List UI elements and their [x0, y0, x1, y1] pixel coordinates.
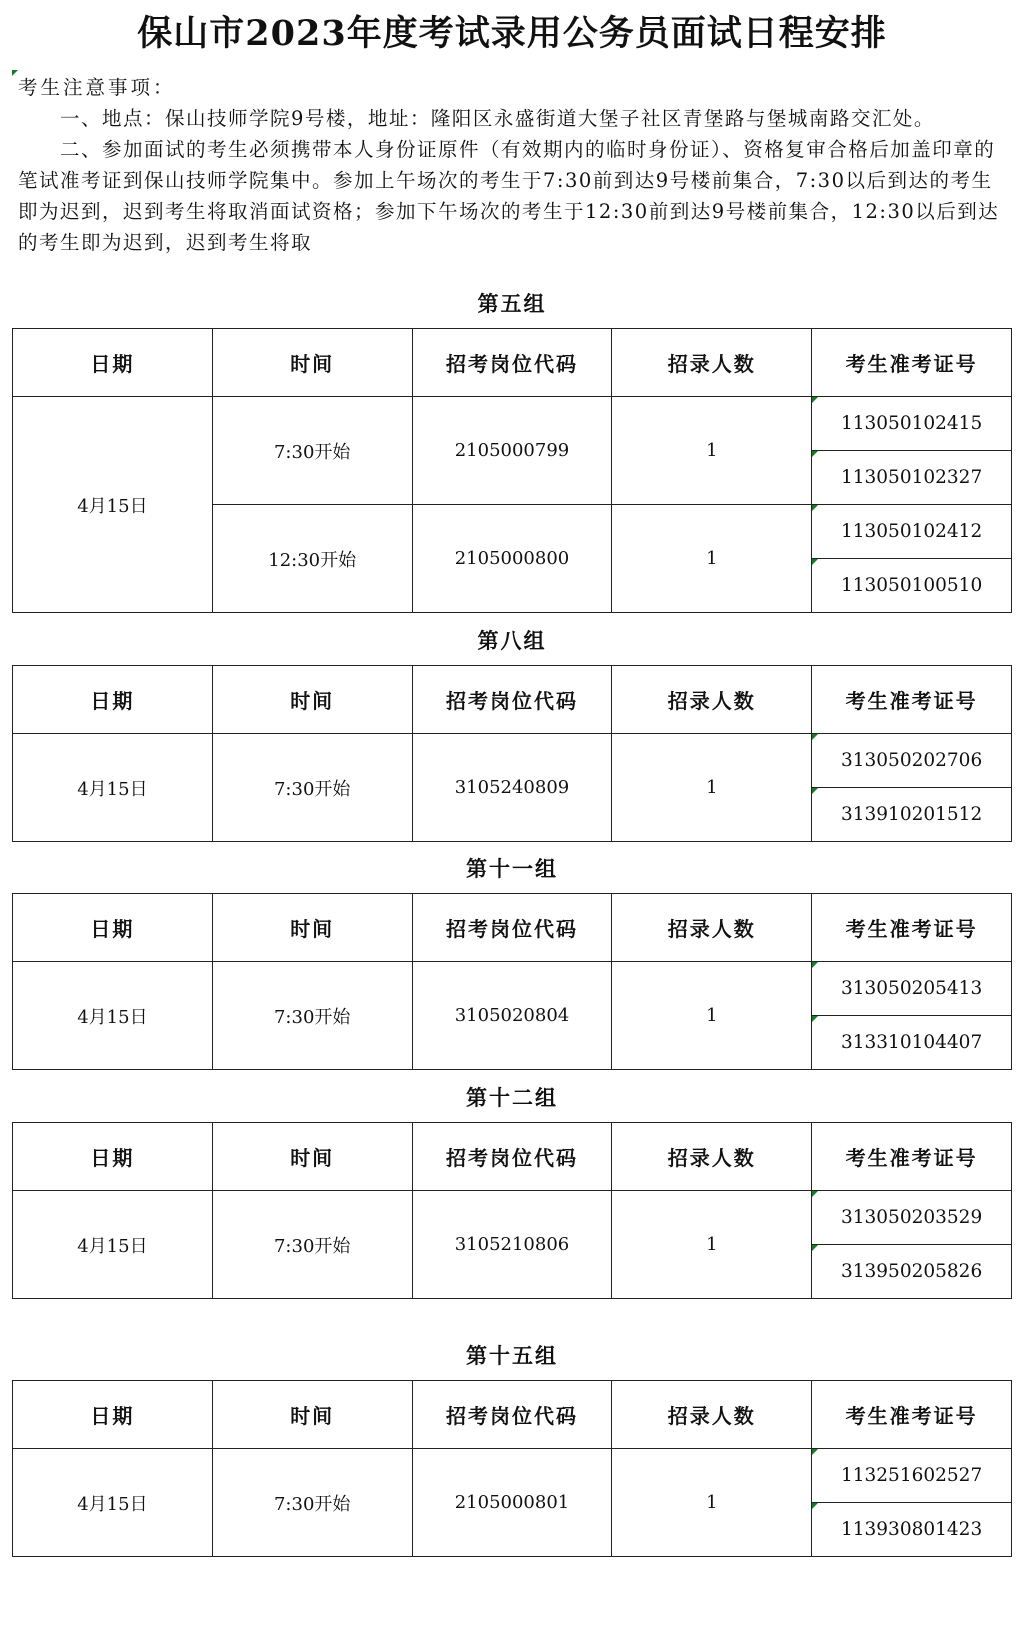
- col-header-count: 招录人数: [612, 1123, 812, 1191]
- ticket-cell: [812, 1016, 1012, 1070]
- table-row: [13, 1449, 1012, 1503]
- ticket-number: 313950205826: [840, 1261, 983, 1282]
- time-cell: 7:30开始: [212, 397, 412, 505]
- ticket-number: 313310104407: [840, 1032, 983, 1053]
- comment-marker-icon: [812, 1503, 818, 1509]
- date-cell: 4月15日: [13, 734, 213, 842]
- ticket-number: 113251602527: [840, 1465, 983, 1486]
- count-cell: 1: [612, 1191, 812, 1299]
- comment-marker-icon: [812, 734, 818, 740]
- group-title: 第十一组: [466, 857, 558, 881]
- ticket-number: 313050202706: [840, 750, 983, 771]
- table-row: [13, 734, 1012, 788]
- ticket-number: 113050102327: [840, 467, 983, 488]
- schedule-table: [12, 328, 1012, 613]
- table-row: [13, 1191, 1012, 1245]
- notice-item-location: 一、地点：保山技师学院9号楼，地址：隆阳区永盛街道大堡子社区青堡路与堡城南路交汇处。: [60, 107, 935, 130]
- date-cell: 4月15日: [13, 962, 213, 1070]
- col-header-code: 招考岗位代码: [412, 666, 612, 734]
- ticket-cell: [812, 734, 1012, 788]
- col-header-time: 时间: [212, 329, 412, 397]
- col-header-time: 时间: [212, 894, 412, 962]
- col-header-date: 日期: [13, 1381, 213, 1449]
- code-cell: 3105240809: [412, 734, 612, 842]
- col-header-date: 日期: [13, 329, 213, 397]
- ticket-cell: [812, 1503, 1012, 1557]
- schedule-table: [12, 1380, 1012, 1557]
- col-header-count: 招录人数: [612, 1381, 812, 1449]
- header-row: [13, 329, 1012, 397]
- ticket-number: 113930801423: [840, 1519, 983, 1540]
- ticket-number: 113050102412: [840, 521, 983, 542]
- count-cell: 1: [612, 397, 812, 505]
- ticket-cell: [812, 505, 1012, 559]
- time-cell: 7:30开始: [212, 734, 412, 842]
- notice-heading: 考生注意事项：: [18, 76, 176, 99]
- ticket-cell: [812, 1191, 1012, 1245]
- comment-marker-icon: [812, 1191, 818, 1197]
- code-cell: 2105000800: [412, 505, 612, 613]
- comment-marker-icon: [812, 962, 818, 968]
- col-header-count: 招录人数: [612, 894, 812, 962]
- col-header-time: 时间: [212, 1123, 412, 1191]
- col-header-ticket: 考生准考证号: [812, 1381, 1012, 1449]
- col-header-code: 招考岗位代码: [412, 1381, 612, 1449]
- comment-marker-icon: [812, 559, 818, 565]
- col-header-ticket: 考生准考证号: [812, 666, 1012, 734]
- col-header-ticket: 考生准考证号: [812, 329, 1012, 397]
- ticket-cell: [812, 788, 1012, 842]
- group-title: 第十五组: [466, 1344, 558, 1368]
- ticket-cell: [812, 559, 1012, 613]
- schedule-table: [12, 665, 1012, 842]
- table-row: [13, 962, 1012, 1016]
- header-row: [13, 894, 1012, 962]
- date-cell: 4月15日: [13, 1191, 213, 1299]
- col-header-count: 招录人数: [612, 329, 812, 397]
- col-header-code: 招考岗位代码: [412, 329, 612, 397]
- code-cell: 3105210806: [412, 1191, 612, 1299]
- group-title: 第五组: [477, 292, 547, 316]
- code-cell: 2105000801: [412, 1449, 612, 1557]
- notice-section: [18, 72, 1003, 254]
- table-row: [13, 397, 1012, 451]
- date-cell: 4月15日: [13, 1449, 213, 1557]
- col-header-date: 日期: [13, 894, 213, 962]
- col-header-date: 日期: [13, 666, 213, 734]
- notice-item-requirements: 二、参加面试的考生必须携带本人身份证原件（有效期内的临时身份证）、资格复审合格后加盖印章的笔试准考证到保山技师学院集中。参加上午场次的考生于7:30前到达9号楼前集合，7:30以后到达的考生即为迟到，迟到考生将取消面试资格；参加下午场次的考生于12:30前到达9号楼前集合，12:30以后到达的考生即为迟到，迟到考生将取: [18, 138, 1000, 254]
- col-header-date: 日期: [13, 1123, 213, 1191]
- count-cell: 1: [612, 734, 812, 842]
- group-title: 第十二组: [466, 1086, 558, 1110]
- count-cell: 1: [612, 505, 812, 613]
- ticket-cell: [812, 962, 1012, 1016]
- ticket-number: 313050205413: [840, 978, 983, 999]
- ticket-cell: [812, 1245, 1012, 1299]
- schedule-table: [12, 1122, 1012, 1299]
- col-header-time: 时间: [212, 1381, 412, 1449]
- ticket-number: 113050100510: [840, 575, 983, 596]
- page-title: 保山市2023年度考试录用公务员面试日程安排: [137, 13, 887, 54]
- time-cell: 7:30开始: [212, 1191, 412, 1299]
- header-row: [13, 666, 1012, 734]
- ticket-number: 113050102415: [840, 413, 983, 434]
- code-cell: 3105020804: [412, 962, 612, 1070]
- header-row: [13, 1381, 1012, 1449]
- date-cell: 4月15日: [13, 397, 213, 613]
- comment-marker-icon: [812, 505, 818, 511]
- ticket-cell: [812, 451, 1012, 505]
- time-cell: 12:30开始: [212, 505, 412, 613]
- col-header-time: 时间: [212, 666, 412, 734]
- col-header-ticket: 考生准考证号: [812, 894, 1012, 962]
- comment-marker-icon: [812, 451, 818, 457]
- ticket-cell: [812, 1449, 1012, 1503]
- code-cell: 2105000799: [412, 397, 612, 505]
- ticket-cell: [812, 397, 1012, 451]
- header-row: [13, 1123, 1012, 1191]
- time-cell: 7:30开始: [212, 1449, 412, 1557]
- col-header-code: 招考岗位代码: [412, 894, 612, 962]
- col-header-count: 招录人数: [612, 666, 812, 734]
- comment-marker-icon: [812, 788, 818, 794]
- time-cell: 7:30开始: [212, 962, 412, 1070]
- col-header-code: 招考岗位代码: [412, 1123, 612, 1191]
- schedule-table: [12, 893, 1012, 1070]
- comment-marker-icon: [812, 1245, 818, 1251]
- comment-marker-icon: [812, 397, 818, 403]
- comment-marker-icon: [812, 1449, 818, 1455]
- count-cell: 1: [612, 1449, 812, 1557]
- ticket-number: 313050203529: [840, 1207, 983, 1228]
- col-header-ticket: 考生准考证号: [812, 1123, 1012, 1191]
- ticket-number: 313910201512: [840, 804, 983, 825]
- comment-marker-icon: [812, 1016, 818, 1022]
- count-cell: 1: [612, 962, 812, 1070]
- group-title: 第八组: [477, 629, 547, 653]
